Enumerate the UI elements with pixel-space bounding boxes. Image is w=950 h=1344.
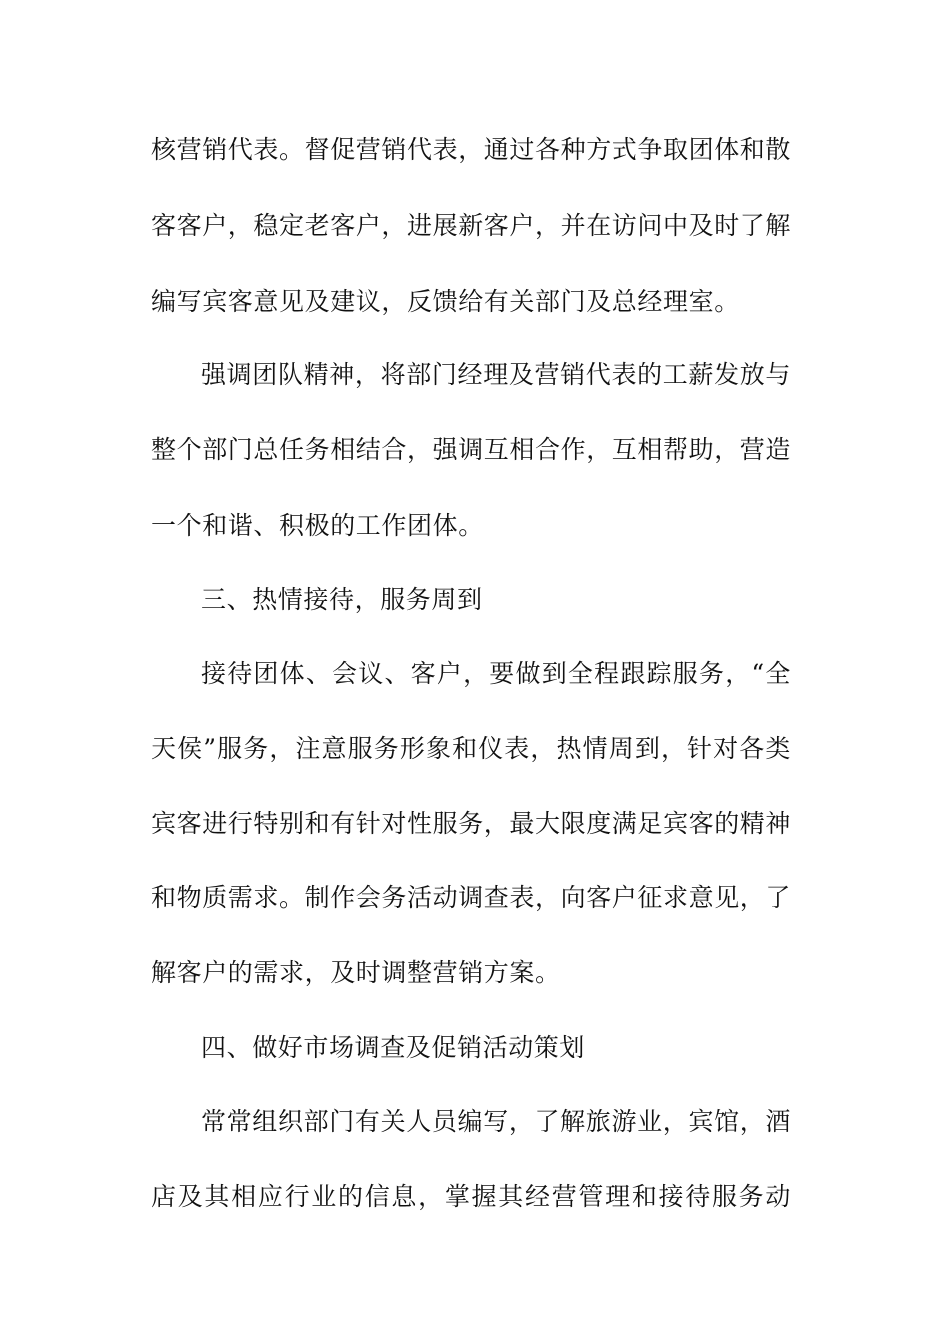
section-heading: 三、热情接待，服务周到 bbox=[201, 585, 483, 614]
body-text-line: 宾客进行特别和有针对性服务，最大限度满足宾客的精神 bbox=[151, 809, 791, 838]
body-text-line: 常常组织部门有关人员编写，了解旅游业，宾馆，酒 bbox=[201, 1107, 791, 1136]
body-text-line: 客客户，稳定老客户，进展新客户，并在访问中及时了解 bbox=[151, 211, 791, 240]
body-text-line: 核营销代表。督促营销代表，通过各种方式争取团体和散 bbox=[151, 135, 791, 164]
body-text-line: 接待团体、会议、客户，要做到全程跟踪服务，“全 bbox=[201, 659, 791, 688]
body-text-line: 天侯”服务，注意服务形象和仪表，热情周到，针对各类 bbox=[151, 734, 791, 763]
body-text-line: 整个部门总任务相结合，强调互相合作，互相帮助，营造 bbox=[151, 435, 791, 464]
section-heading: 四、做好市场调查及促销活动策划 bbox=[201, 1033, 586, 1062]
body-text-line: 解客户的需求，及时调整营销方案。 bbox=[151, 958, 561, 987]
body-text-line: 和物质需求。制作会务活动调查表，向客户征求意见，了 bbox=[151, 883, 791, 912]
body-text-line: 店及其相应行业的信息，掌握其经营管理和接待服务动 bbox=[151, 1182, 791, 1211]
body-text-line: 编写宾客意见及建议，反馈给有关部门及总经理室。 bbox=[151, 287, 740, 316]
body-text-line: 强调团队精神，将部门经理及营销代表的工薪发放与 bbox=[201, 360, 791, 389]
body-text-line: 一个和谐、积极的工作团体。 bbox=[151, 511, 484, 540]
